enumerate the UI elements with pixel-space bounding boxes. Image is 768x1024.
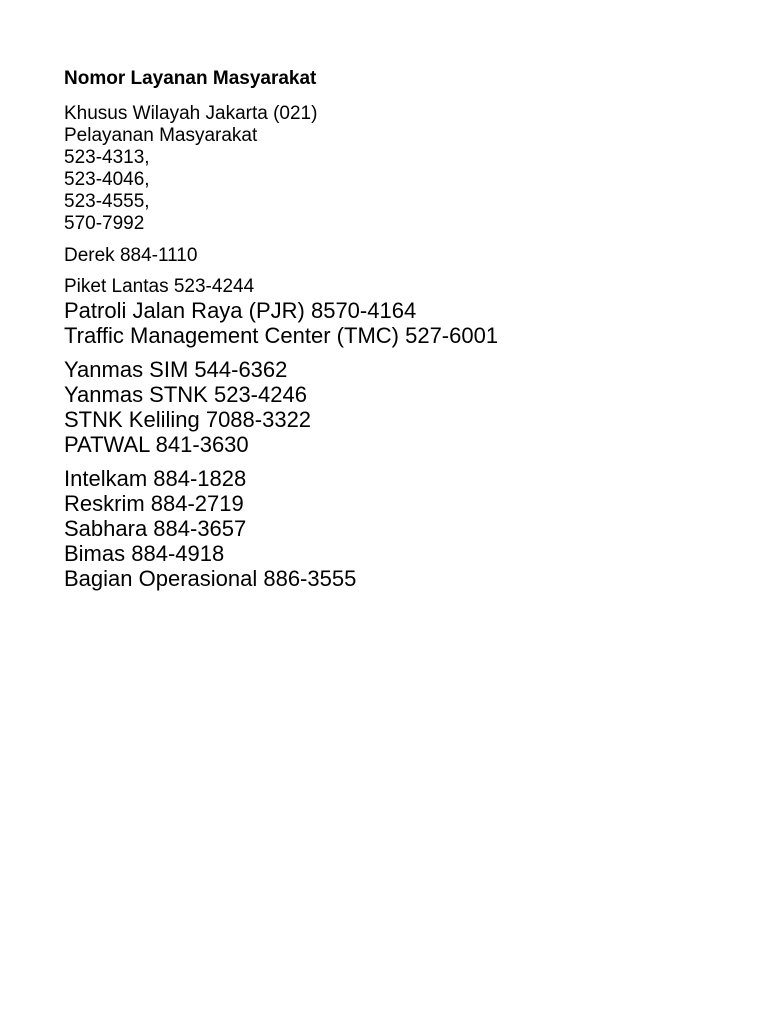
contact-line: Bagian Operasional 886-3555 [64,566,357,591]
piket-lantas-line: Piket Lantas 523-4244 [64,276,255,297]
contact-line: PATWAL 841-3630 [64,432,249,457]
tmc-line: Traffic Management Center (TMC) 527-6001 [64,323,499,348]
contact-line: Reskrim 884-2719 [64,491,244,516]
contact-line: Bimas 884-4918 [64,541,225,566]
contact-line: Yanmas SIM 544-6362 [64,357,288,382]
contact-line: Yanmas STNK 523-4246 [64,382,307,407]
units-block [64,466,744,591]
service-number: 570-7992 [64,213,145,234]
pjr-line: Patroli Jalan Raya (PJR) 8570-4164 [64,298,417,323]
contact-line: STNK Keliling 7088-3322 [64,407,312,432]
service-block [64,103,744,235]
derek-line: Derek 884-1110 [64,245,198,266]
contact-line: Intelkam 884-1828 [64,466,247,491]
document-page [64,66,744,591]
service-number: 523-4046, [64,169,150,190]
traffic-block [64,298,744,348]
yanmas-block [64,357,744,457]
service-label: Pelayanan Masyarakat [64,125,258,146]
region-line: Khusus Wilayah Jakarta (021) [64,103,318,124]
document-title: Nomor Layanan Masyarakat [64,68,317,89]
contact-line: Sabhara 884-3657 [64,516,247,541]
service-number: 523-4555, [64,191,150,212]
service-number: 523-4313, [64,147,150,168]
